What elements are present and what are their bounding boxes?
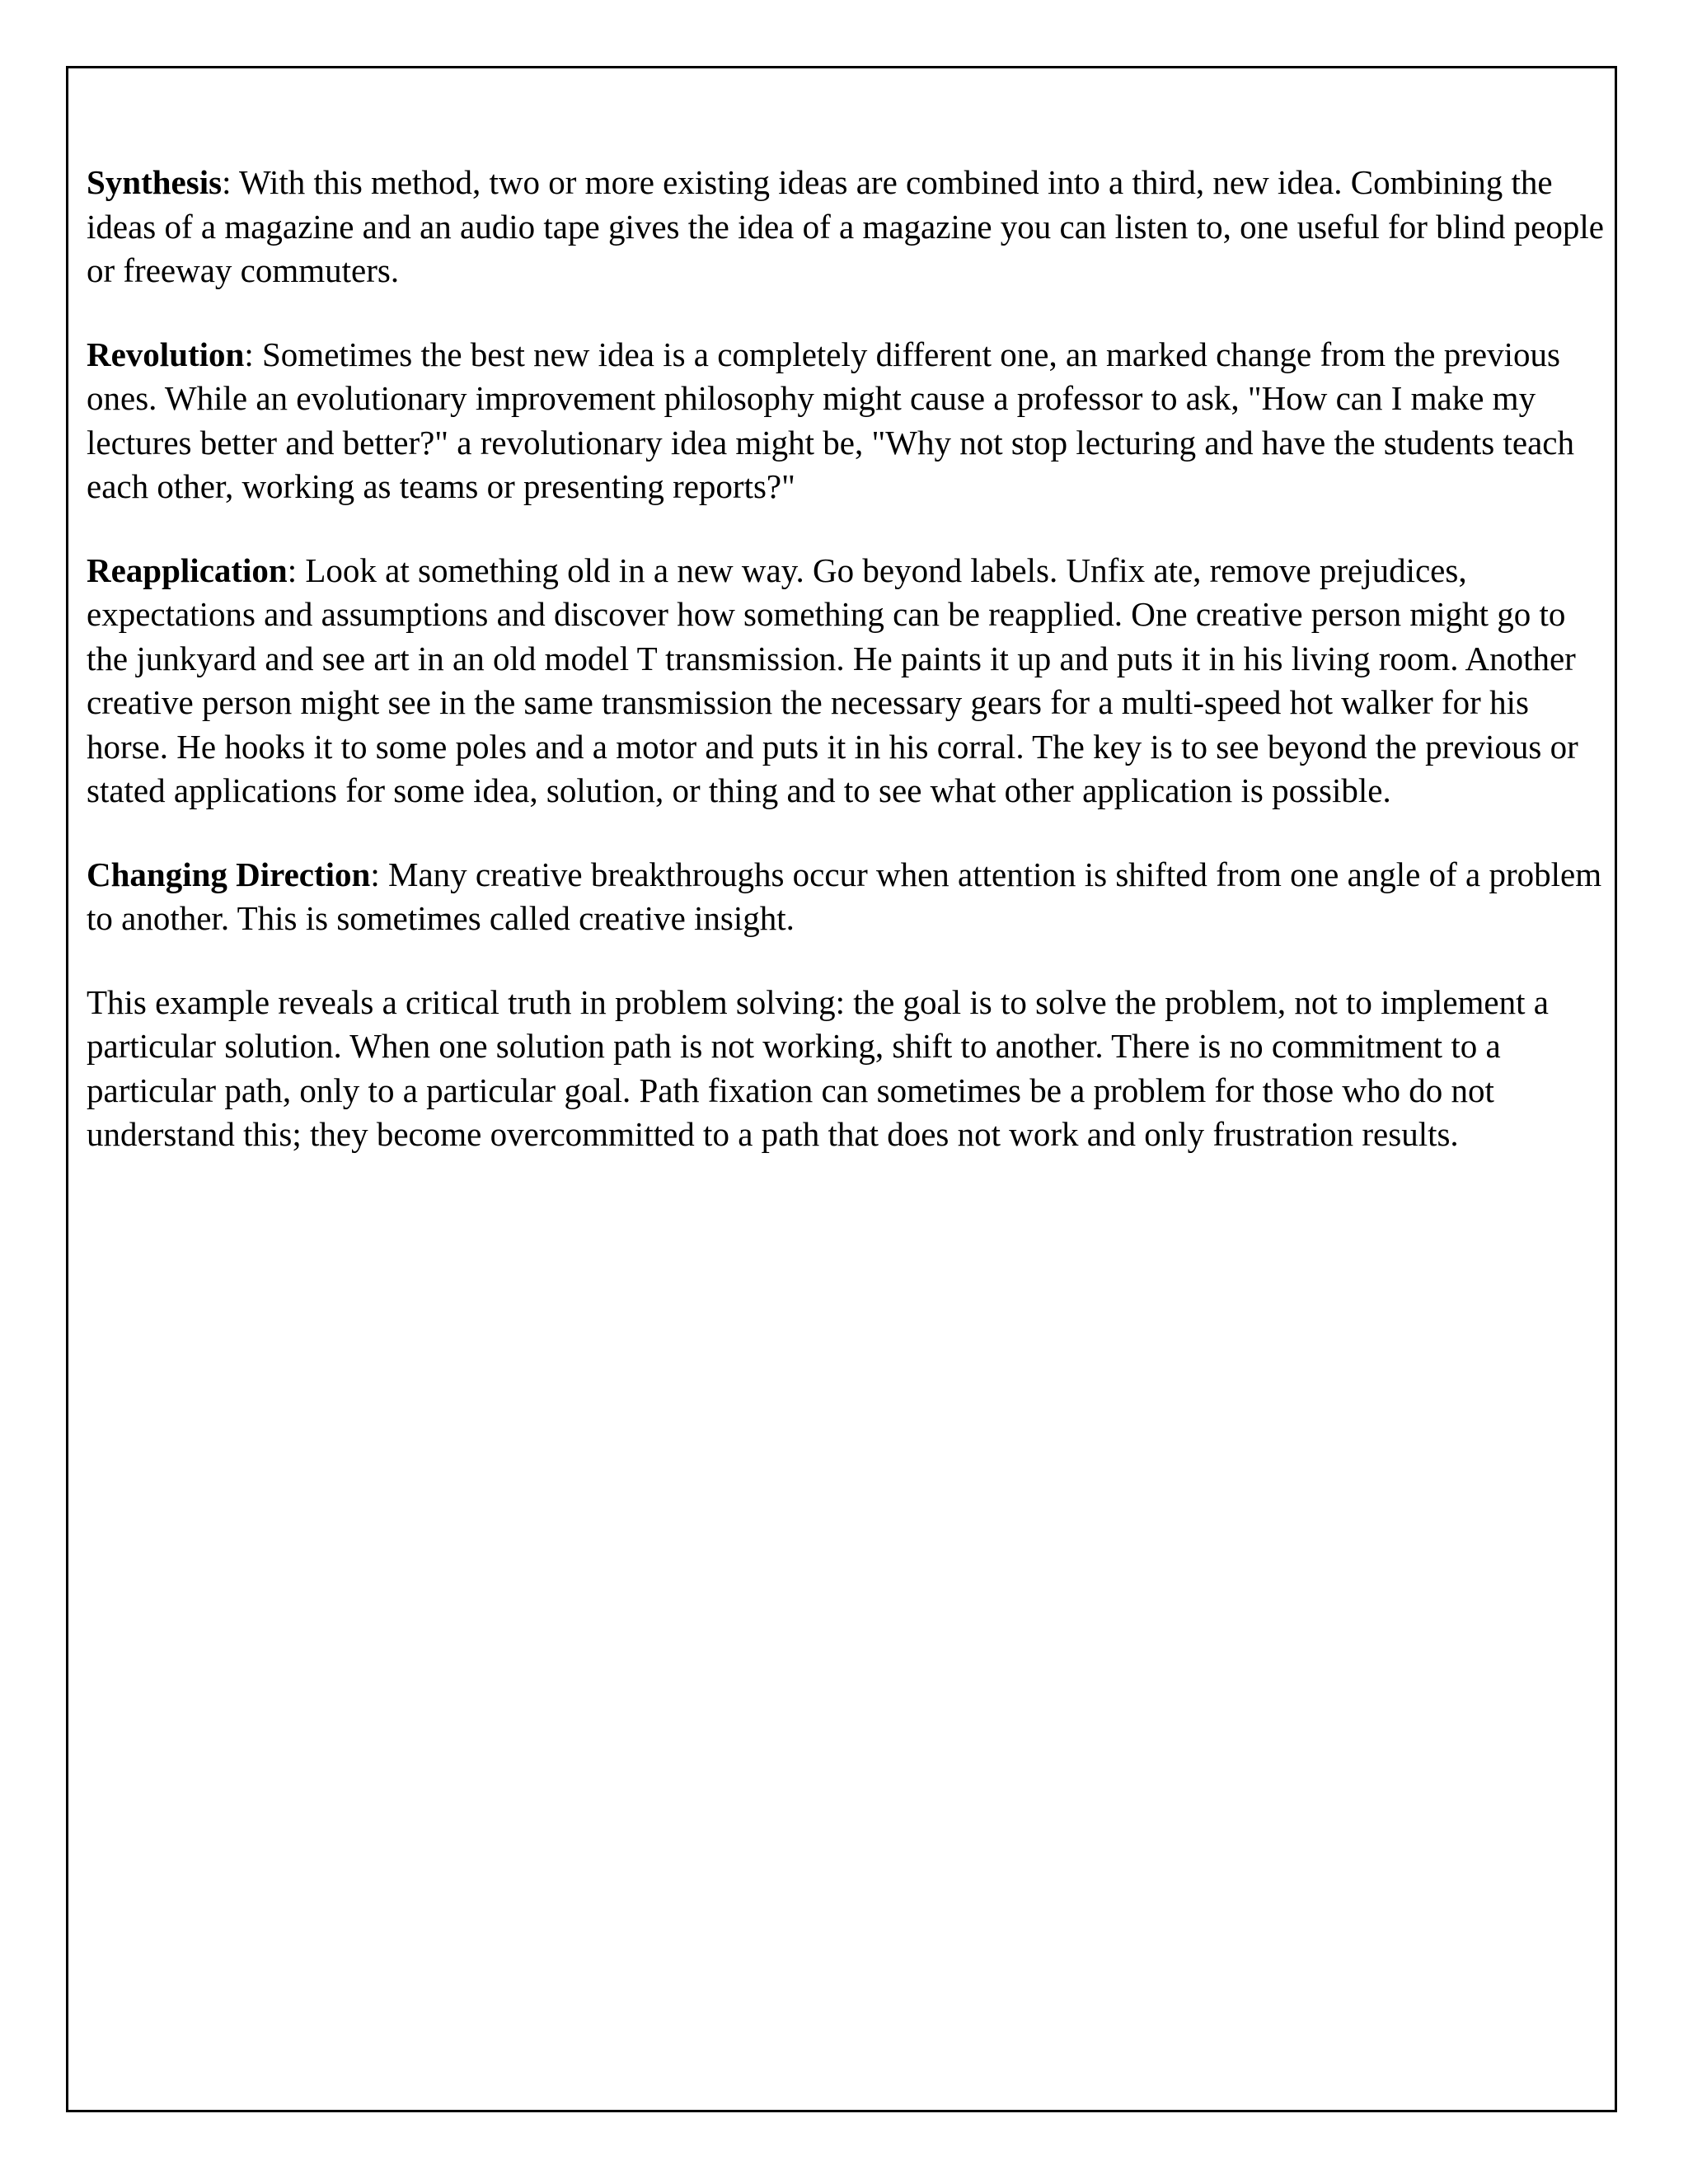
paragraph-example [87,981,1611,1157]
paragraph-text: : With this method, two or more existing ideas are combined into a third, new idea. Combining the ideas of a magazine and an audio tape gives the idea of a magazine you can listen to, one useful for blind people or freeway commuters. [87,163,1604,289]
paragraph-text: : Look at something old in a new way. Go beyond labels. Unfix ate, remove prejudices, expectations and assumptions and discover how something can be reapplied. One creative person might go to the junkyard and see art in an old model T transmission. He paints it up and puts it in his living room. Another creative person might see in the same transmission the necessary gears for a multi-speed hot walker for his horse. He hooks it to some poles and a motor and puts it in his corral. The key is to see beyond the previous or stated applications for some idea, solution, or thing and to see what other application is possible. [87,551,1578,809]
term-revolution: Revolution [87,335,245,373]
paragraph-text: : Sometimes the best new idea is a completely different one, an marked change from the previous ones. While an evolutionary improvement philosophy might cause a professor to ask, "How can I make my lectures better and better?" a revolutionary idea might be, "Why not stop lecturing and have the students teach each other, working as teams or presenting reports?" [87,335,1574,505]
paragraph-synthesis [87,161,1611,293]
term-changing-direction: Changing Direction [87,855,371,893]
paragraph-revolution [87,333,1611,509]
term-reapplication: Reapplication [87,551,288,589]
paragraph-text: This example reveals a critical truth in problem solving: the goal is to solve the problem, not to implement a particular solution. When one solution path is not working, shift to another. There is no commitment to a particular path, only to a particular goal. Path fixation can sometimes be a problem for those who do not understand this; they become overcommitted to a path that does not work and only frustration results. [87,982,1549,1153]
paragraph-text: : Many creative breakthroughs occur when attention is shifted from one angle of a problem to another. This is sometimes called creative insight. [87,855,1602,937]
paragraph-changing-direction [87,853,1611,941]
document-body [87,161,1611,1197]
term-synthesis: Synthesis [87,163,223,201]
paragraph-reapplication [87,549,1611,813]
